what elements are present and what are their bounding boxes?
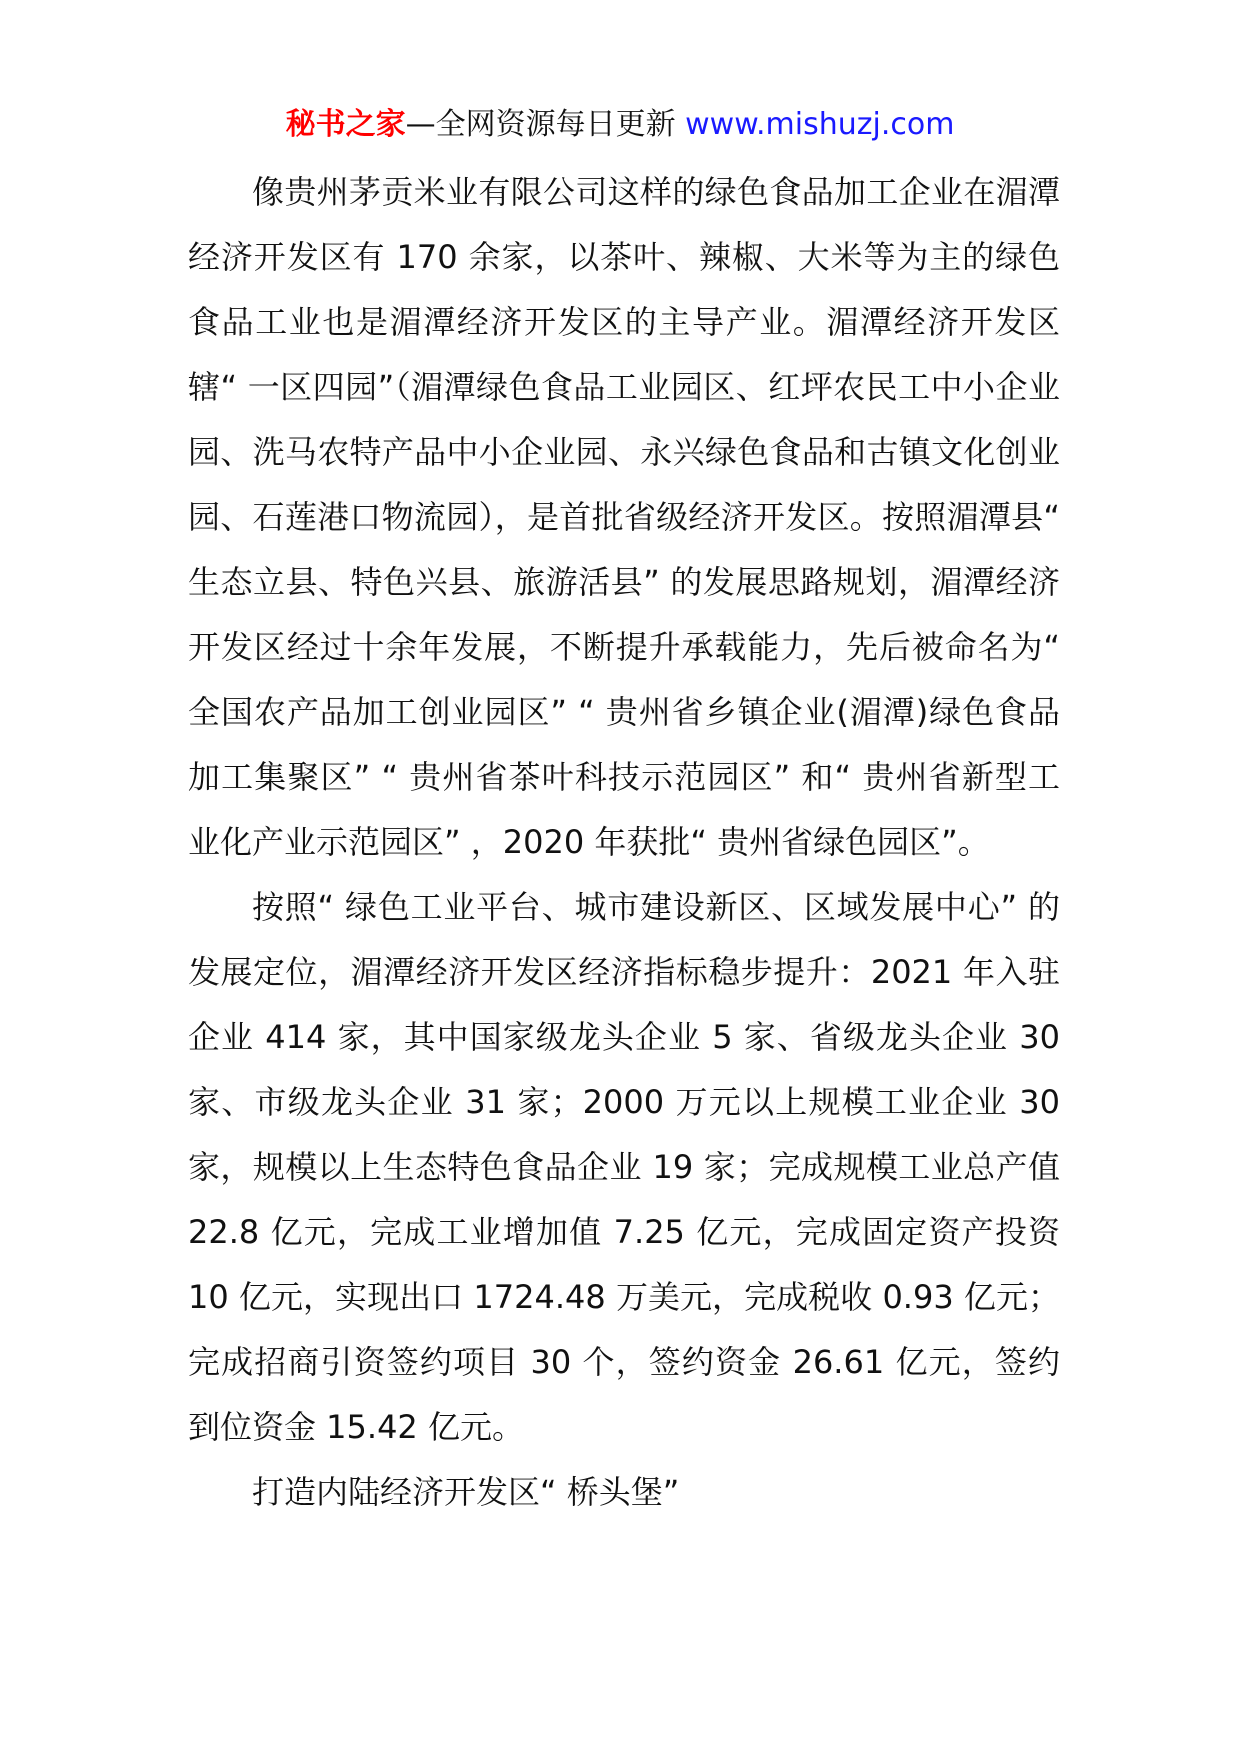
paragraph-1: 像贵州茅贡米业有限公司这样的绿色食品加工企业在湄潭经济开发区有 170 余家，以茶叶、辣椒、大米等为主的绿色食品工业也是湄潭经济开发区的主导产业。湄潭经济开发区辖“ 一区四园”（湄潭绿色食品工业园区、红坪农民工中小企业园、洗马农特产品中小企业园、永兴绿色食品和古镇文化创业园、石莲港口物流园），是首批省级经济开发区。按照湄潭县“ 生态立县、特色兴县、旅游活县” 的发展思路规划，湄潭经济开发区经过十余年发展，不断提升承载能力，先后被命名为“ 全国农产品加工创业园区” “ 贵州省乡镇企业(湄潭)绿色食品加工集聚区” “ 贵州省茶叶科技示范园区” 和“ 贵州省新型工业化产业示范园区” ，2020 年获批“ 贵州省绿色园区”。	[188, 173, 1060, 861]
site-url-link[interactable]: www.mishuzj.com	[685, 107, 955, 142]
header-tagline: —全网资源每日更新	[405, 107, 676, 142]
paragraph-3: 打造内陆经济开发区“ 桥头堡”	[252, 1473, 680, 1511]
brand-name: 秘书之家	[285, 107, 406, 142]
site-header	[0, 100, 1240, 150]
document-body	[188, 160, 1060, 1525]
paragraph-2: 按照“ 绿色工业平台、城市建设新区、区域发展中心” 的发展定位，湄潭经济开发区经济指标稳步提升：2021 年入驻企业 414 家，其中国家级龙头企业 5 家、省级龙头企业 30 家、市级龙头企业 31 家；2000 万元以上规模工业企业 30 家，规模以上生态特色食品企业 19 家；完成规模工业总产值 22.8 亿元，完成工业增加值 7.25 亿元，完成固定资产投资 10 亿元，实现出口 1724.48 万美元，完成税收 0.93 亿元；完成招商引资签约项目 30 个，签约资金 26.61 亿元，签约到位资金 15.42 亿元。	[188, 888, 1060, 1446]
